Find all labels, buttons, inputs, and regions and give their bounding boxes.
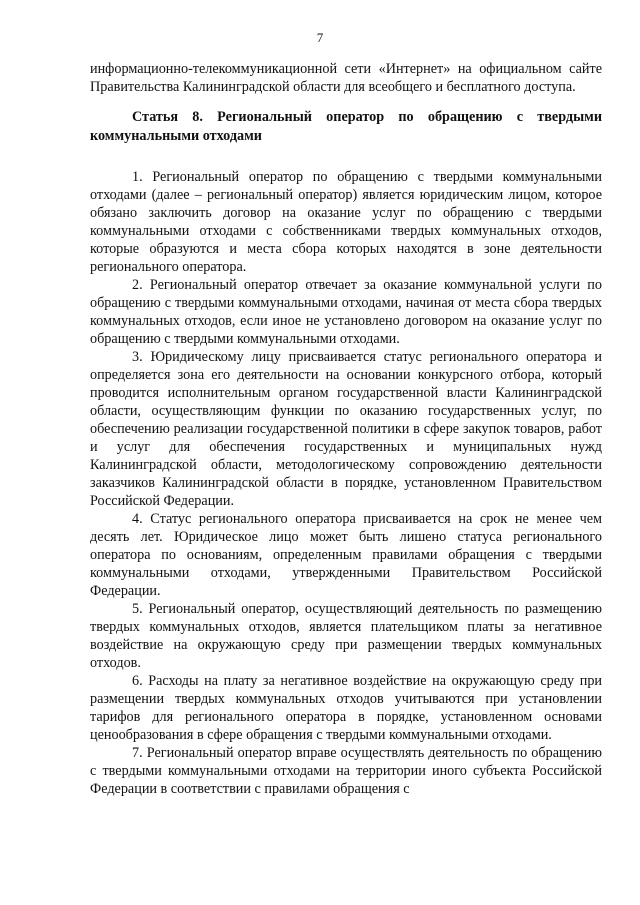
article-paragraph-2: 2. Региональный оператор отвечает за оказание коммунальной услуги по обращению с твердыми коммунальными отходами, начиная от места сбора твердых коммунальных отходов, если иное не установлено договором на оказание услуг по обращению с твердыми коммунальными отходами. [90, 277, 602, 347]
article-paragraph-4: 4. Статус регионального оператора присваивается на срок не менее чем десять лет. Юридическое лицо может быть лишено статуса регионального оператора по основаниям, определенным правилами обращения с твердыми коммунальными отходами, утвержденными Правительством Российской Федерации. [90, 511, 602, 599]
article-heading: Статья 8. Региональный оператор по обращению с твердыми коммунальными отходами [90, 109, 602, 144]
intro-paragraph: информационно-телекоммуникационной сети «Интернет» на официальном сайте Правительства Калининградской области для всеобщего и бесплатного доступа. [90, 61, 602, 95]
document-body [90, 60, 602, 798]
article-paragraph-7: 7. Региональный оператор вправе осуществлять деятельность по обращению с твердыми коммунальными отходами на территории иного субъекта Российской Федерации в соответствии с правилами обращения с [90, 745, 602, 797]
article-paragraph-1: 1. Региональный оператор по обращению с твердыми коммунальными отходами (далее – региональный оператор) является юридическим лицом, которое обязано заключить договор на оказание услуг по обращению с твердыми коммунальными отходами с собственниками твердых коммунальных отходов, которые образуются и места сбора которых находятся в зоне деятельности регионального оператора. [90, 169, 602, 275]
article-paragraph-3: 3. Юридическому лицу присваивается статус регионального оператора и определяется зона его деятельности на основании конкурсного отбора, который проводится исполнительным органом государственной власти Калининградской области, осуществляющим функции по оказанию государственных услуг, по обеспечению реализации государственной политики в сфере закупок товаров, работ и услуг для обеспечения государственных и муниципальных нужд Калининградской области, методологическому сопровождению деятельности заказчиков Калининградской области в порядке, установленном Правительством Российской Федерации. [90, 349, 602, 509]
article-paragraph-6: 6. Расходы на плату за негативное воздействие на окружающую среду при размещении твердых коммунальных отходов учитываются при установлении тарифов для регионального оператора в порядке, установленном основами ценообразования в сфере обращения с твердыми коммунальными отходами. [90, 673, 602, 743]
article-paragraph-5: 5. Региональный оператор, осуществляющий деятельность по размещению твердых коммунальных отходов, является плательщиком платы за негативное воздействие на окружающую среду при размещении твердых коммунальных отходов. [90, 601, 602, 671]
page-number: 7 [316, 30, 324, 45]
